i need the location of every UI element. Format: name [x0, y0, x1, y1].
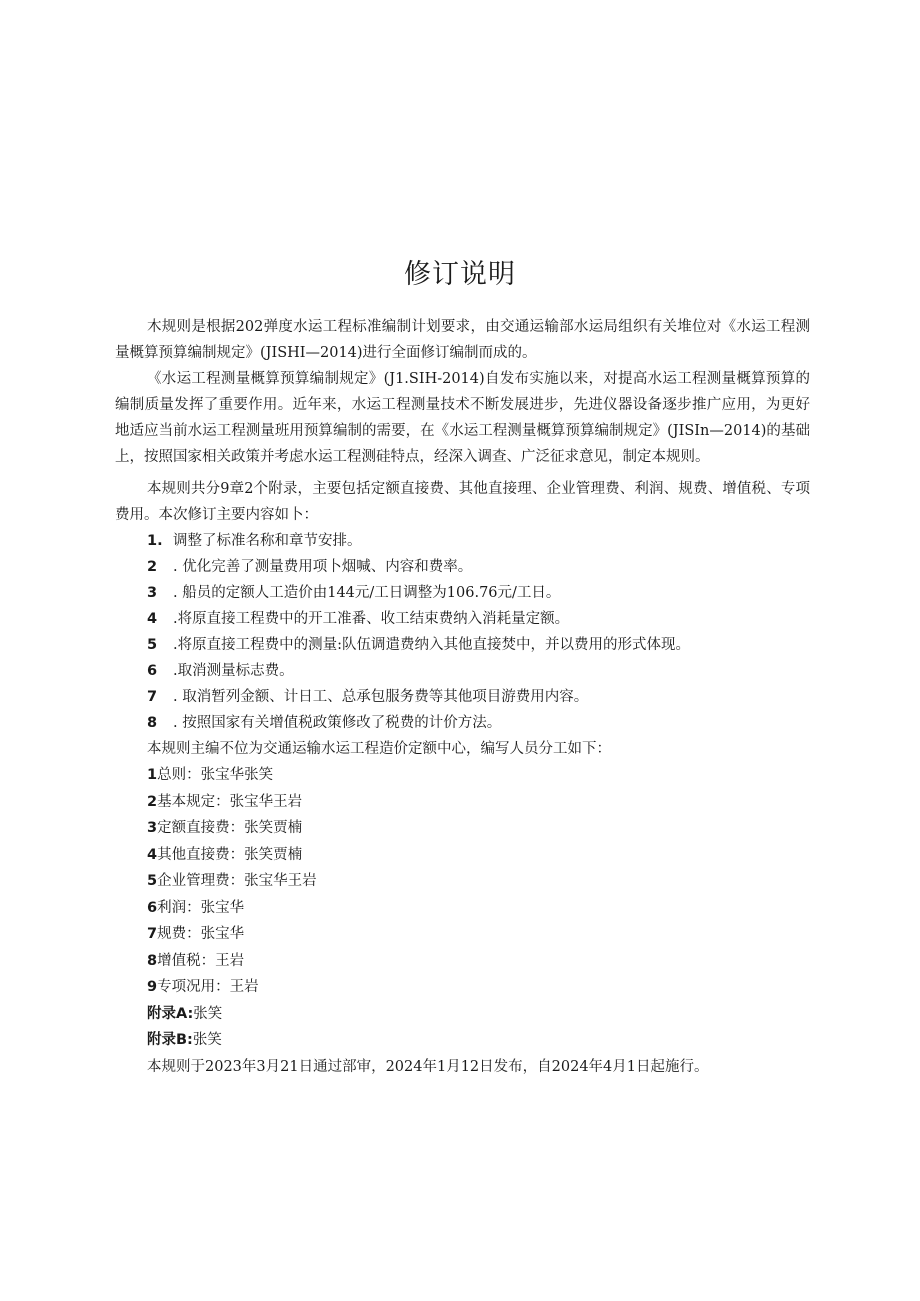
list-item: 6利润：张宝华: [147, 899, 245, 916]
list-item: 8增值税：王岩: [147, 952, 245, 969]
list-item: 5 .将原直接工程费中的测量:队伍调遣费纳入其他直接焚中，并以费用的形式体现。: [147, 637, 690, 653]
revision-list: [115, 528, 810, 736]
background-paragraph: 《水运工程测量概算预算编制规定》(J1.SIH-2014)自发布实施以来，对提高水运工程测量概算预算的编制质量发挥了重要作用。近年来，水运工程测量技术不断发展进步，先进仪器设备逐步推广应用，为更好地适应当前水运工程测量班用预算编制的需要，在《水运工程测量概算预算编制规定》(JISIn—2014)的基础上，按照国家相关政策并考虑水运工程测硅特点，经深入调查、广泛征求意见，制定本规则。: [115, 371, 810, 465]
list-item: 2 . 优化完善了测量费用项卜烟喊、内容和费率。: [147, 559, 473, 575]
author-list: [115, 762, 810, 1054]
authors-intro: 本规则主编不位为交通运输水运工程造价定额中心，编写人员分工如下：: [147, 741, 611, 757]
list-item: 3 . 船员的定额人工造价由144元/工日调整为106.76元/工日。: [147, 585, 561, 601]
page-title: 修订说明: [404, 259, 516, 290]
intro-paragraph: 木规则是根据202弹度水运工程标准编制计划要求，由交通运输部水运局组织有关堆位对《水运工程测量概算预算编制规定》(JISHI—2014)进行全面修订编制而成的。: [115, 319, 810, 361]
list-item: 2基本规定：张宝华王岩: [147, 793, 303, 810]
list-item: 5企业管理费：张宝华王岩: [147, 873, 317, 889]
closing-statement: 本规则于2023年3月21日通过部审，2024年1月12日发布，自2024年4月1日起施行。: [147, 1058, 709, 1075]
list-item: 3定额直接费：张笑贾楠: [147, 820, 303, 836]
list-item: 8 . 按照国家有关增值税政策修改了税费的计价方法。: [147, 715, 502, 731]
list-item: 4 .将原直接工程费中的开工准番、收工结束费纳入消耗量定额。: [147, 611, 570, 627]
list-item: 7规费：张宝华: [147, 926, 245, 942]
list-item: 6 .取消测量标志费。: [147, 663, 294, 679]
list-item: 9专项况用：王岩: [147, 979, 259, 995]
list-item: 1总则：张宝华张笑: [147, 767, 274, 783]
list-item: 附录B:张笑: [147, 1032, 222, 1048]
list-item: 7 . 取消暂列金额、计日工、总承包服务费等其他项目游费用内容。: [147, 689, 589, 705]
document-body: [115, 314, 810, 1080]
list-item: 附录A:张笑: [147, 1005, 223, 1022]
list-item: 1. 调整了标准名称和章节安排。: [147, 533, 362, 549]
scope-paragraph: 本规则共分9章2个附录，主要包括定额直接费、其他直接理、企业管理费、利润、规费、增值税、专项费用。本次修订主要内容如卜：: [115, 481, 810, 523]
list-item: 4其他直接费：张笑贾楠: [147, 846, 303, 863]
